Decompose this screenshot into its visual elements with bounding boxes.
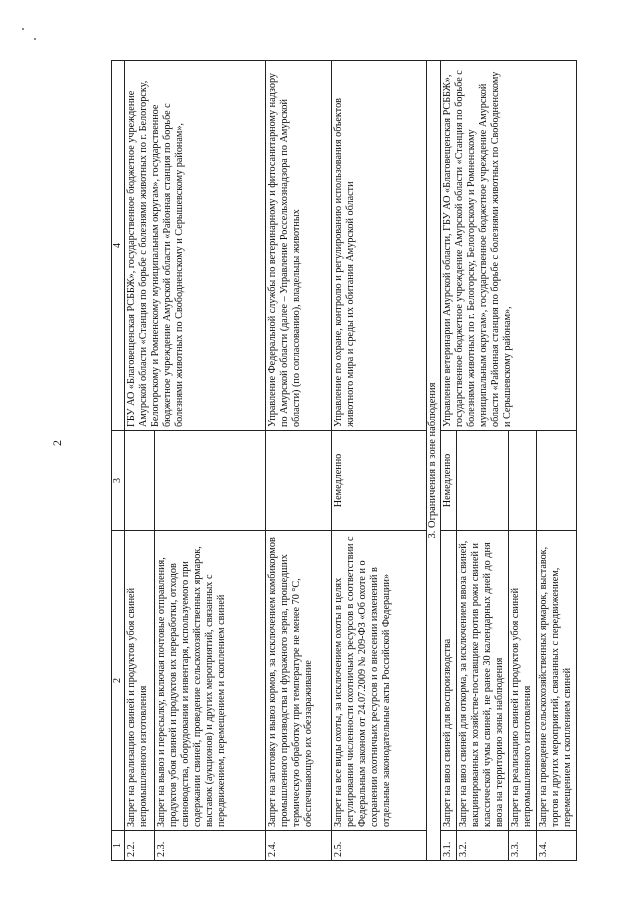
scan-speck xyxy=(22,28,24,30)
row-responsible: ГБУ АО «Благовещенская РСББЖ», государственное бюджетное учреждение Амурской области «Станция по борьбе с болезнями животных по г. Белогорску, Белогорскому и Ромненскому муниципальным округам», государственное бюджетное учреждение Амурской области «Районная станция по борьбе с болезнями животных по Свободненскому и Серышевскому районам», xyxy=(124,61,265,431)
row-measure-text: Запрет на все виды охоты, за исключением охоты в целях регулирования численности охотничьих ресурсов в соответствии с Федеральным законом от 24.07.2009 № 209-ФЗ «Об охоте и о сохранении охотничьих ресурсов и о внесении изменений в отдельные законодательные акты Российской Федерации» xyxy=(331,531,426,831)
table-row xyxy=(441,61,457,861)
row-number: 3.3. xyxy=(509,831,537,861)
row-responsible: Управление ветеринарии Амурской области, ГБУ АО «Благовещенская РСББЖ», государственное бюджетное учреждение Амурской области «Станция по борьбе с болезнями животных по г. Белогорску, Белогорскому и Ромненскому муниципальным округам», государственное бюджетное учреждение Амурской области «Районная станция по борьбе с болезнями животных по Свободненскому и Серышевскому районам», xyxy=(441,61,577,431)
row-measure-text: Запрет на реализацию свиней и продуктов убоя свиней непромышленного изготовления xyxy=(124,531,154,831)
scan-speck xyxy=(34,38,36,40)
row-measure-text: Запрет на ввоз свиней для откорма, за исключением ввоза свиней, вакцинированных в хозяйстве-поставщике против рожи свиней и классической чумы свиней, не ранее 30 календарных дней до дня ввоза на территорию зоны наблюдения xyxy=(457,531,509,831)
table-row xyxy=(124,61,154,861)
row-number: 3.1. xyxy=(441,831,457,861)
section-title: 3. Ограничения в зоне наблюдения xyxy=(426,61,440,861)
row-measure-text: Запрет на вывоз и пересылку, включая почтовые отправления, продуктов убоя свиней и продуктов их переработки, отходов свиноводства, оборудования и инвентаря, используемого при содержании свиней, проведение сельскохозяйственных ярмарок, выставок (аукционов) и других мероприятий, связанных с передвижением, перемещением и скоплением свиней xyxy=(154,531,265,831)
table-row xyxy=(331,61,426,861)
measures-table xyxy=(111,60,577,861)
row-measure-text: Запрет на реализацию свиней и продуктов убоя свиней непромышленного изготовления xyxy=(509,531,537,831)
table-header-row xyxy=(112,61,125,861)
row-term xyxy=(457,431,509,531)
row-term xyxy=(537,431,577,531)
row-term: Немедленно xyxy=(331,431,426,531)
row-term xyxy=(509,431,537,531)
row-term: Немедленно xyxy=(441,431,457,531)
row-term xyxy=(124,431,154,531)
row-number: 3.2. xyxy=(457,831,509,861)
row-number: 2.2. xyxy=(124,831,154,861)
page-number: 2 xyxy=(50,440,64,446)
header-cell-4: 4 xyxy=(112,61,125,431)
header-cell-1: 1 xyxy=(112,831,125,861)
header-cell-3: 3 xyxy=(112,431,125,531)
row-number: 2.3. xyxy=(154,831,265,861)
row-measure-text: Запрет на заготовку и вывоз кормов, за исключением комбикормов промышленного производства и фуражного зерна, прошедших термическую обработку при температуре не менее 70 °C, обеспечивающую их обеззараживание xyxy=(265,531,331,831)
row-number: 2.4. xyxy=(265,831,331,861)
header-cell-2: 2 xyxy=(112,531,125,831)
rotated-table-container xyxy=(111,61,574,861)
row-number: 2.5. xyxy=(331,831,426,861)
row-responsible: Управление по охране, контролю и регулированию использования объектов животного мира и среды их обитания Амурской области xyxy=(331,61,426,431)
row-responsible: Управление Федеральной службы по ветеринарному и фитосанитарному надзору по Амурской области (далее – Управление Россельхознадзора по Амурской области) (по согласованию), владельцы животных xyxy=(265,61,331,431)
row-term xyxy=(265,431,331,531)
row-number: 3.4. xyxy=(537,831,577,861)
table-row xyxy=(265,61,331,861)
section-title-row xyxy=(426,61,440,861)
row-measure-text: Запрет на проведение сельскохозяйственных ярмарок, выставок, торгов и других мероприятий, связанных с передвижением, перемещением и скоплением свиней xyxy=(537,531,577,831)
row-term xyxy=(154,431,265,531)
row-measure-text: Запрет на ввоз свиней для воспроизводства xyxy=(441,531,457,831)
